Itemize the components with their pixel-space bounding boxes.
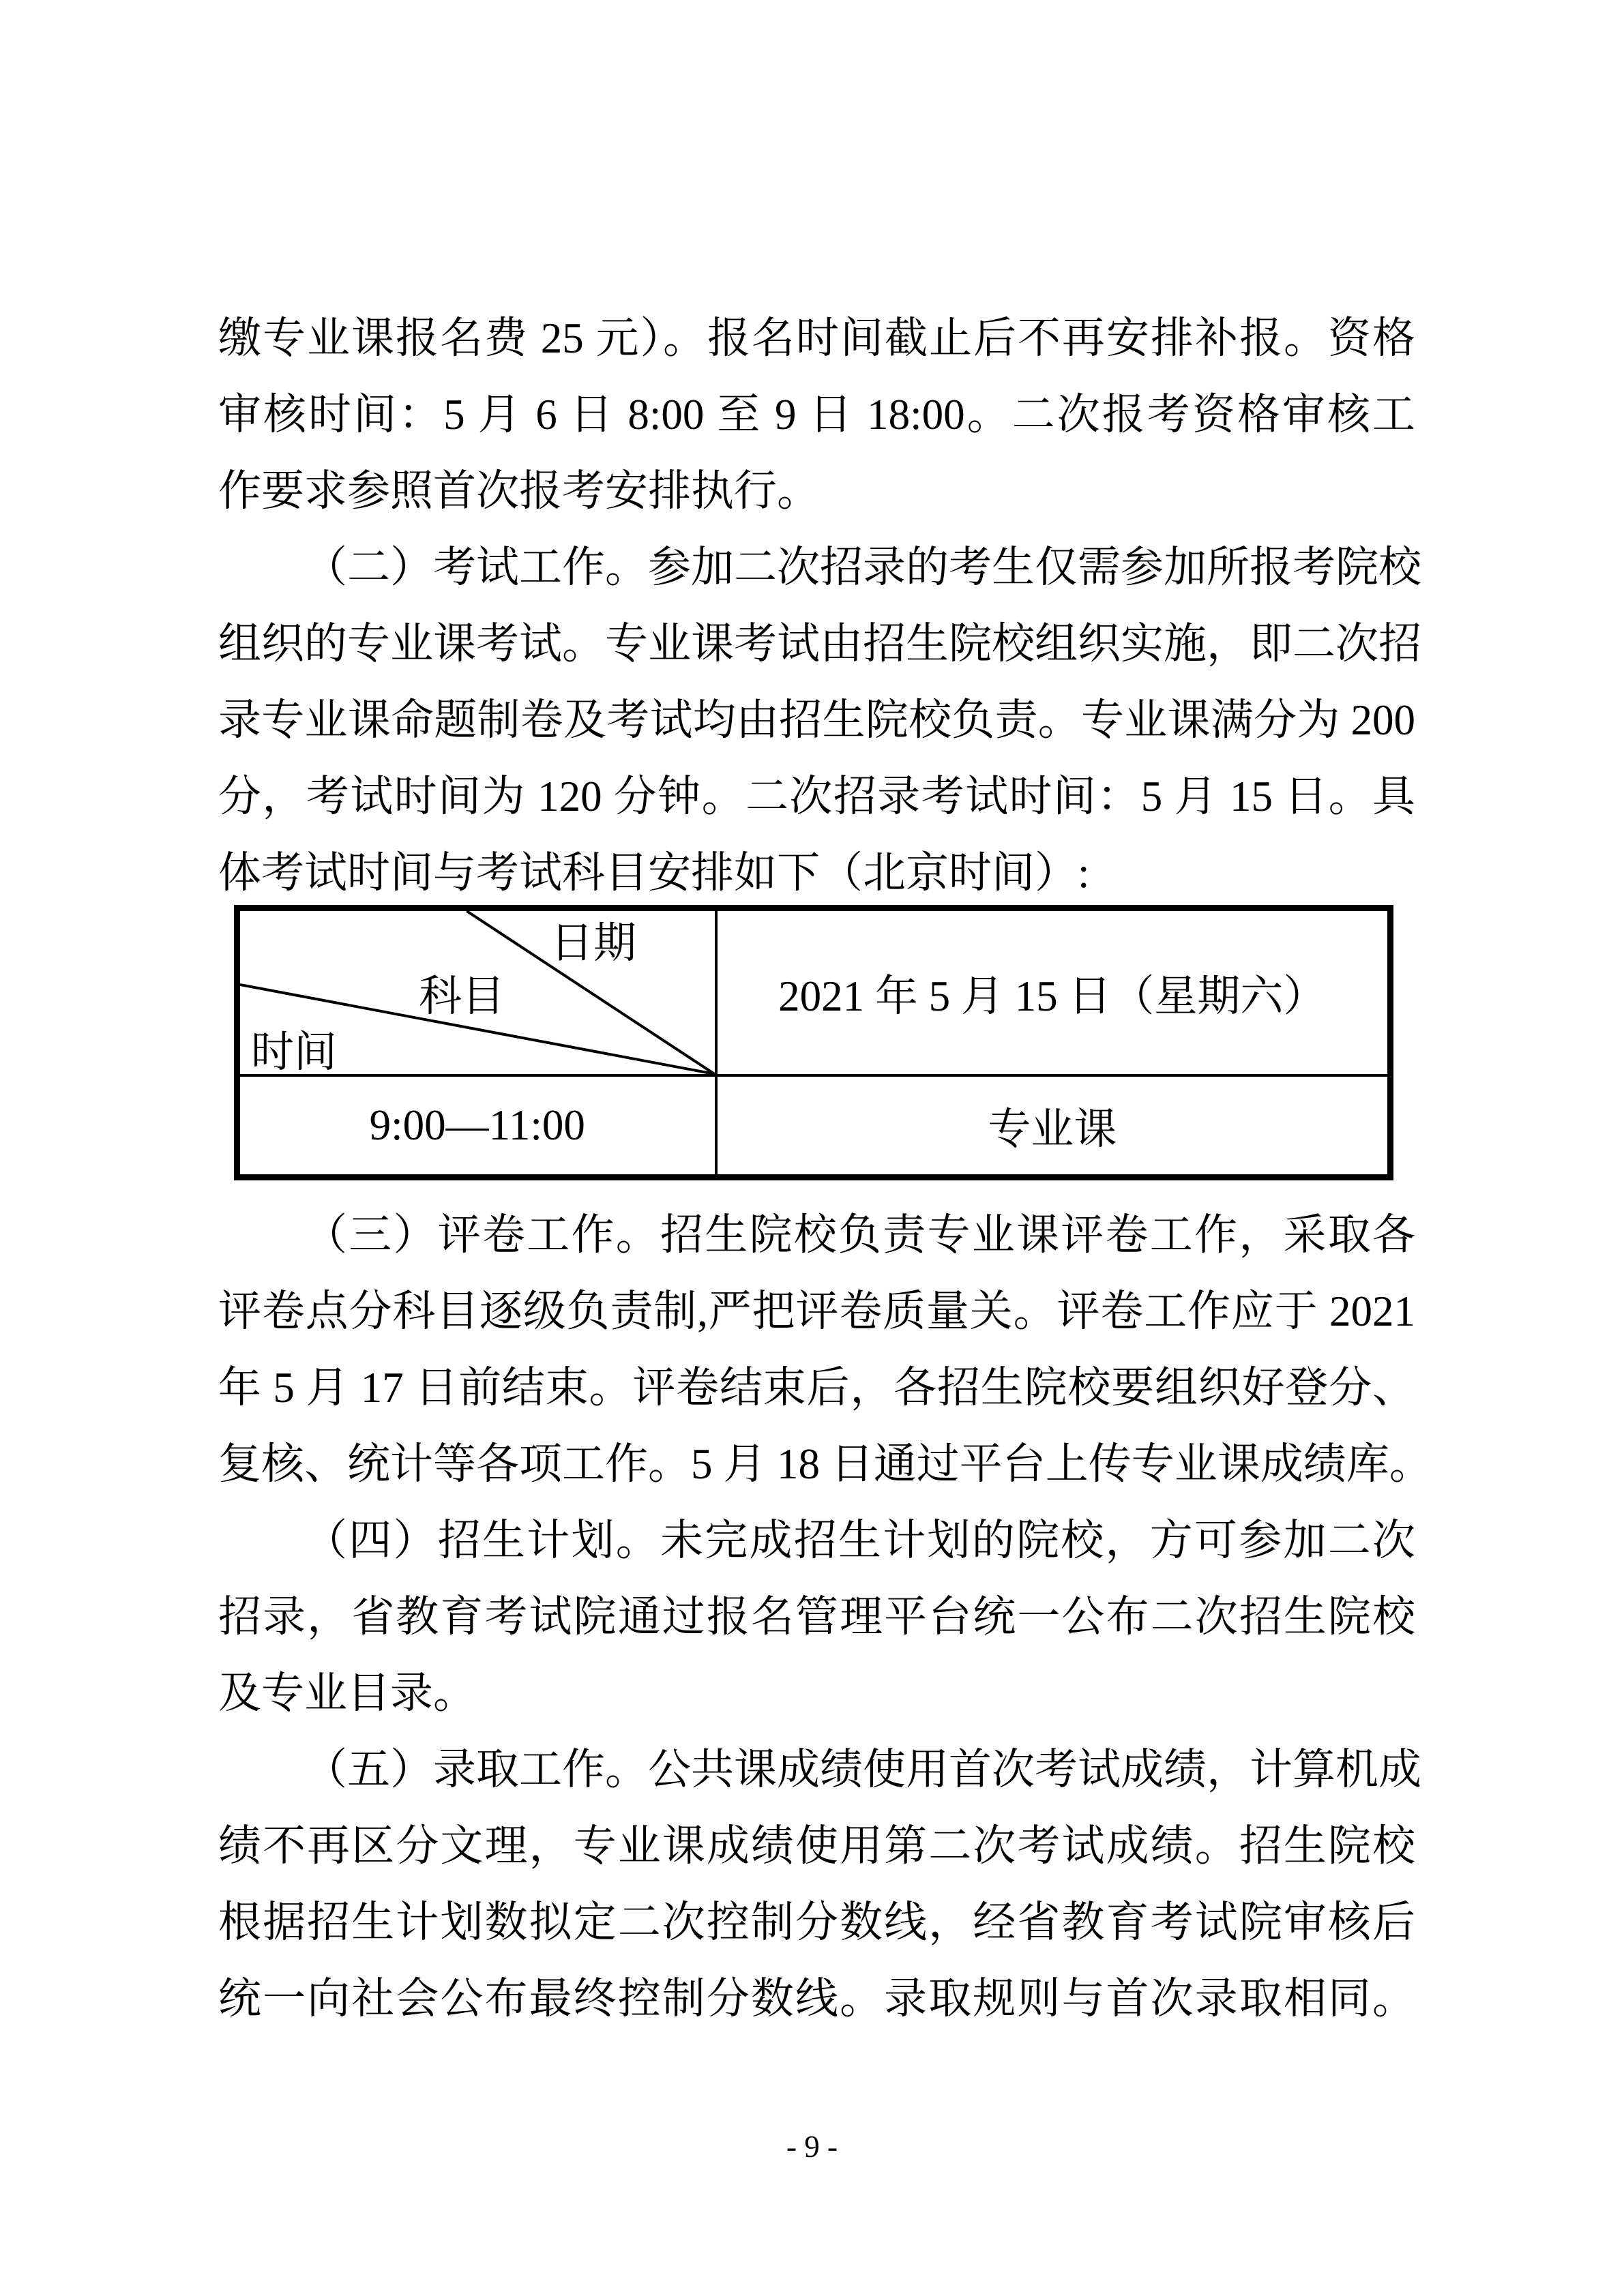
text-line: 组织的专业课考试。专业课考试由招生院校组织实施，即二次招 — [218, 620, 1421, 668]
page-number: - 9 - — [786, 2130, 838, 2164]
text-line: （二）考试工作。参加二次招录的考生仅需参加所报考院校 — [304, 543, 1421, 591]
text-line: 绩不再区分文理，专业课成绩使用第二次考试成绩。招生院校 — [218, 1822, 1415, 1870]
text-line: 根据招生计划数拟定二次控制分数线，经省教育考试院审核后 — [218, 1898, 1415, 1946]
text-line: 统一向社会公布最终控制分数线。录取规则与首次录取相同。 — [218, 1975, 1415, 2023]
corner-subject-label: 科目 — [419, 972, 505, 1020]
table-date-header: 2021 年 5 月 15 日（星期六） — [716, 908, 1391, 1076]
exam-schedule-table — [234, 905, 1393, 1180]
text-line: 缴专业课报名费 25 元）。报名时间截止后不再安排补报。资格 — [218, 314, 1415, 362]
text-line: 分，考试时间为 120 分钟。二次招录考试时间：5 月 15 日。具 — [218, 773, 1415, 820]
text-line: 招录，省教育考试院通过报名管理平台统一公布二次招生院校 — [218, 1593, 1415, 1641]
text-line: 及专业目录。 — [218, 1669, 476, 1717]
text-line: 审核时间：5 月 6 日 8:00 至 9 日 18:00。二次报考资格审核工 — [218, 391, 1415, 438]
table-subject-cell: 专业课 — [716, 1075, 1391, 1178]
table-row — [237, 1075, 1391, 1178]
corner-time-label: 时间 — [251, 1028, 337, 1076]
text-line: 复核、统计等各项工作。5 月 18 日通过平台上传专业课成绩库。 — [218, 1440, 1432, 1488]
table-corner-cell — [237, 908, 716, 1076]
table-time-cell: 9:00—11:00 — [237, 1075, 716, 1178]
text-line: （三）评卷工作。招生院校负责专业课评卷工作，采取各 — [304, 1211, 1415, 1259]
text-line: 年 5 月 17 日前结束。评卷结束后，各招生院校要组织好登分、 — [218, 1364, 1415, 1412]
document-body — [218, 300, 1432, 2037]
text-line: 作要求参照首次报考安排执行。 — [218, 467, 820, 515]
text-line: 评卷点分科目逐级负责制,严把评卷质量关。评卷工作应于 2021 — [218, 1287, 1415, 1335]
text-line: （四）招生计划。未完成招生计划的院校，方可参加二次 — [304, 1517, 1415, 1564]
table-header-row — [237, 908, 1391, 1076]
text-line: 体考试时间与考试科目安排如下（北京时间）: — [218, 849, 1090, 897]
text-line: 录专业课命题制卷及考试均由招生院校负责。专业课满分为 200 — [218, 696, 1415, 744]
text-line: （五）录取工作。公共课成绩使用首次考试成绩，计算机成 — [304, 1746, 1421, 1793]
corner-date-label: 日期 — [550, 919, 636, 967]
